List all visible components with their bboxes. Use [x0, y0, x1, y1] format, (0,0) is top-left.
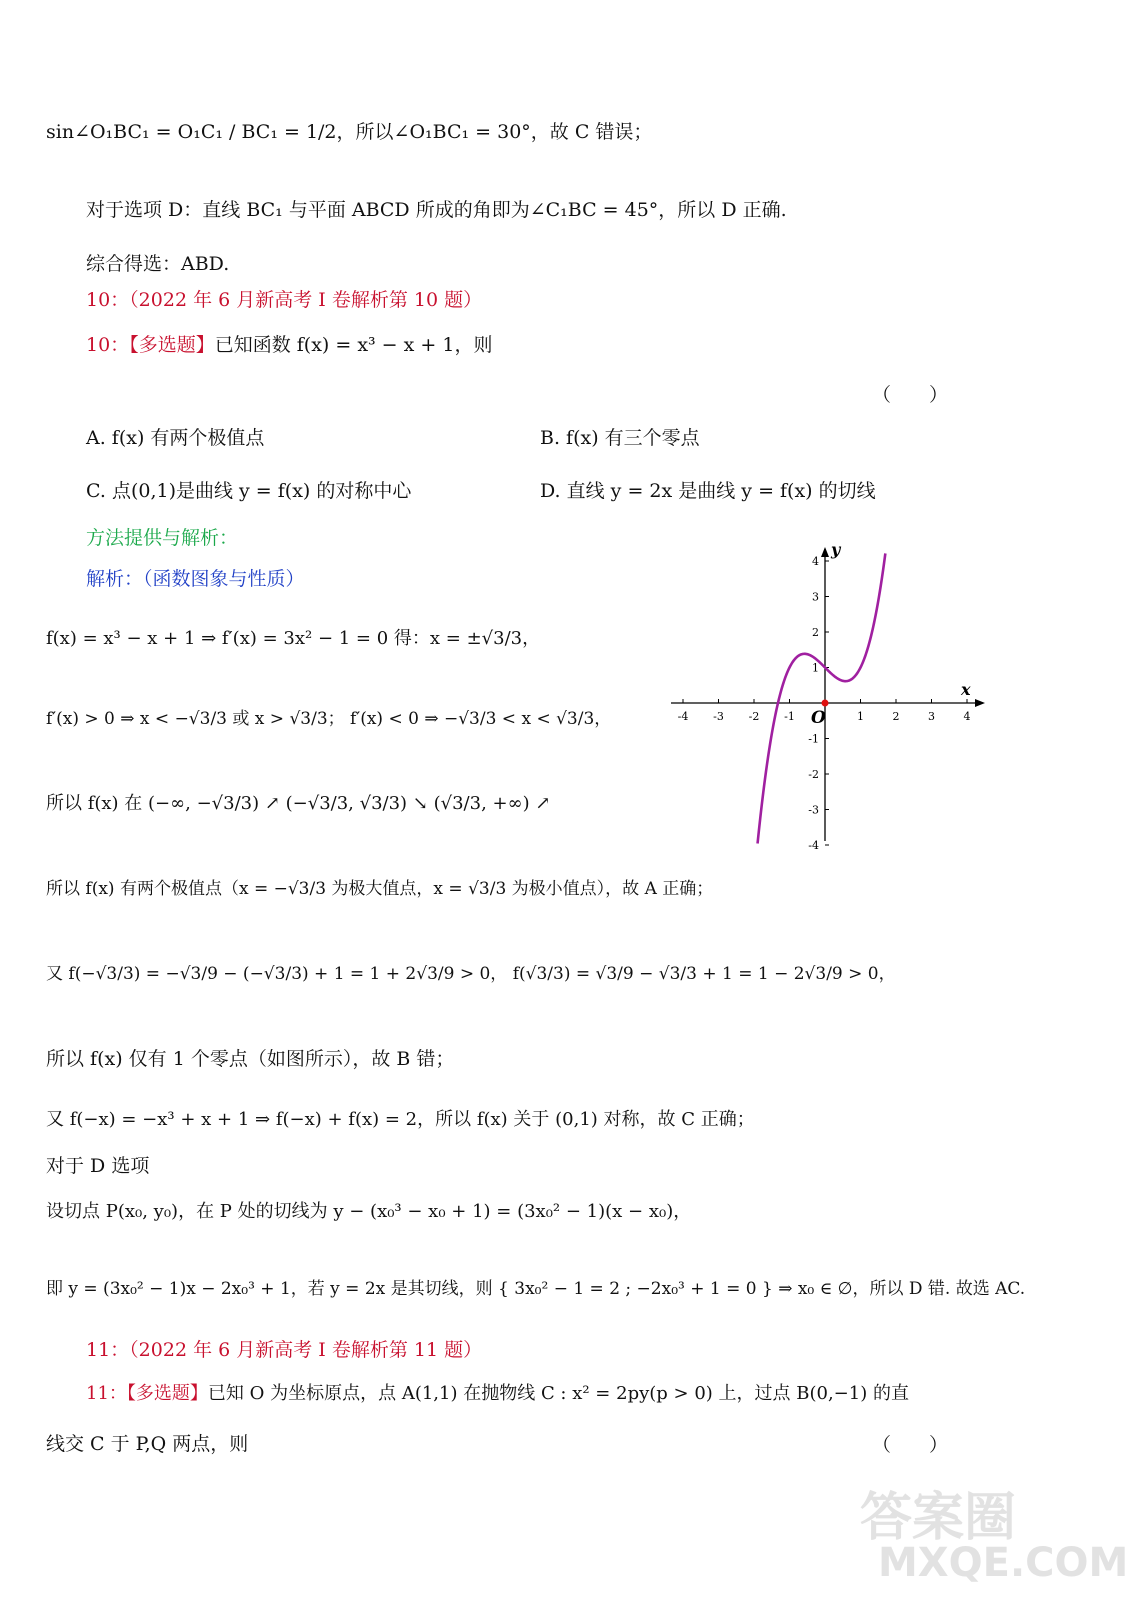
y-tick-label: 2 — [812, 626, 819, 639]
q11-answer-paren: （ ） — [872, 1434, 949, 1456]
y-tick-label: -1 — [808, 732, 819, 746]
x-tick-label: -3 — [713, 710, 724, 723]
q10-option-b: B. f(x) 有三个零点 — [540, 427, 700, 449]
step-extrema: 所以 f(x) 有两个极值点（x = −√3/3 为极大值点，x = √3/3 为极小值点），故 A 正确； — [46, 879, 714, 899]
analysis-heading: 解析：（函数图象与性质） — [86, 568, 305, 590]
y-tick-label: -4 — [808, 839, 819, 852]
x-axis-label: x — [961, 680, 971, 699]
q10-option-a: A. f(x) 有两个极值点 — [86, 427, 265, 449]
q11-source: 11：（2022 年 6 月新高考 I 卷解析第 11 题） — [86, 1339, 483, 1361]
origin-marker — [822, 700, 829, 707]
y-tick-label: 3 — [812, 590, 819, 604]
y-tick-label: 4 — [812, 555, 819, 568]
line-option-d-analysis: 对于选项 D：直线 BC₁ 与平面 ABCD 所成的角即为∠C₁BC = 45°，所以 D 正确. — [86, 199, 787, 221]
step-derivative: f(x) = x³ − x + 1 ⇒ f′(x) = 3x² − 1 = 0 得：x = ±√3/3， — [46, 628, 541, 649]
x-axis-arrow — [975, 699, 985, 707]
x-tick-label: -2 — [748, 710, 760, 723]
step-monotonic: 所以 f(x) 在 (−∞, −√3/3) ↗ (−√3/3, √3/3) ↘ (√3/3, +∞) ↗ — [46, 793, 551, 814]
function-graph — [668, 535, 998, 865]
y-tick-label: 1 — [812, 661, 819, 675]
method-heading: 方法提供与解析： — [86, 527, 239, 549]
q11-text: 已知 O 为坐标原点，点 A(1,1) 在抛物线 C : x² = 2py(p > 0) 上，过点 B(0,−1) 的直 — [207, 1383, 909, 1404]
y-tick-label: -3 — [808, 803, 819, 817]
q11-stem-cont: 线交 C 于 P,Q 两点，则 — [46, 1433, 249, 1455]
step-option-d: 对于 D 选项 — [46, 1155, 150, 1177]
q10-answer-paren: （ ） — [872, 384, 949, 406]
q10-stem — [86, 331, 492, 359]
watermark-logo: 答案圈 — [860, 1488, 1017, 1548]
step-symmetry: 又 f(−x) = −x³ + x + 1 ⇒ f(−x) + f(x) = 2，所以 f(x) 关于 (0,1) 对称，故 C 正确； — [46, 1109, 755, 1130]
q11-stem — [86, 1380, 909, 1408]
q10-option-c: C. 点(0,1)是曲线 y = f(x) 的对称中心 — [86, 480, 412, 502]
line-combined-answer: 综合得选：ABD. — [86, 253, 230, 275]
q11-num: 11： — [86, 1383, 127, 1404]
step-sign: f′(x) > 0 ⇒ x < −√3/3 或 x > √3/3； f′(x) < 0 ⇒ −√3/3 < x < √3/3， — [46, 709, 612, 729]
x-tick-label: -4 — [677, 710, 689, 723]
watermark-url: MXQE.COM — [878, 1540, 1128, 1586]
step-tangent: 设切点 P(x₀, y₀)，在 P 处的切线为 y − (x₀³ − x₀ + 1) = (3x₀² − 1)(x − x₀)， — [46, 1201, 692, 1222]
x-tick-label: 3 — [928, 710, 935, 723]
function-curve — [758, 553, 886, 843]
q10-text: 已知函数 f(x) = x³ − x + 1，则 — [214, 334, 493, 356]
origin-label: O — [811, 708, 826, 728]
q10-tag: 【多选题】 — [129, 334, 215, 356]
step-values: 又 f(−√3/3) = −√3/9 − (−√3/3) + 1 = 1 + 2√3/9 > 0， f(√3/3) = √3/9 − √3/3 + 1 = 1 − 2√3/9 > 0， — [46, 964, 896, 984]
q10-num: 10： — [86, 334, 130, 356]
x-tick-label: 2 — [892, 710, 900, 723]
x-tick-label: 1 — [857, 710, 864, 723]
q11-tag: 【多选题】 — [126, 1383, 208, 1404]
y-axis-arrow — [821, 547, 829, 557]
step-tangent-conclusion: 即 y = (3x₀² − 1)x − 2x₀³ + 1，若 y = 2x 是其切线，则 { 3x₀² − 1 = 2 ; −2x₀³ + 1 = 0 } ⇒ x₀ ∈ ∅，所以 D 错. 故选 AC. — [46, 1279, 1026, 1299]
x-tick-label: -1 — [784, 710, 795, 723]
line-sin-angle: sin∠O₁BC₁ = O₁C₁ / BC₁ = 1/2，所以∠O₁BC₁ = 30°，故 C 错误； — [46, 121, 653, 143]
q10-source: 10：（2022 年 6 月新高考 I 卷解析第 10 题） — [86, 289, 483, 311]
step-zero: 所以 f(x) 仅有 1 个零点（如图所示），故 B 错； — [46, 1048, 455, 1070]
y-axis-label: y — [831, 540, 841, 559]
y-tick-label: -2 — [808, 768, 819, 781]
x-tick-label: 4 — [963, 710, 971, 723]
q10-option-d: D. 直线 y = 2x 是曲线 y = f(x) 的切线 — [540, 480, 876, 502]
